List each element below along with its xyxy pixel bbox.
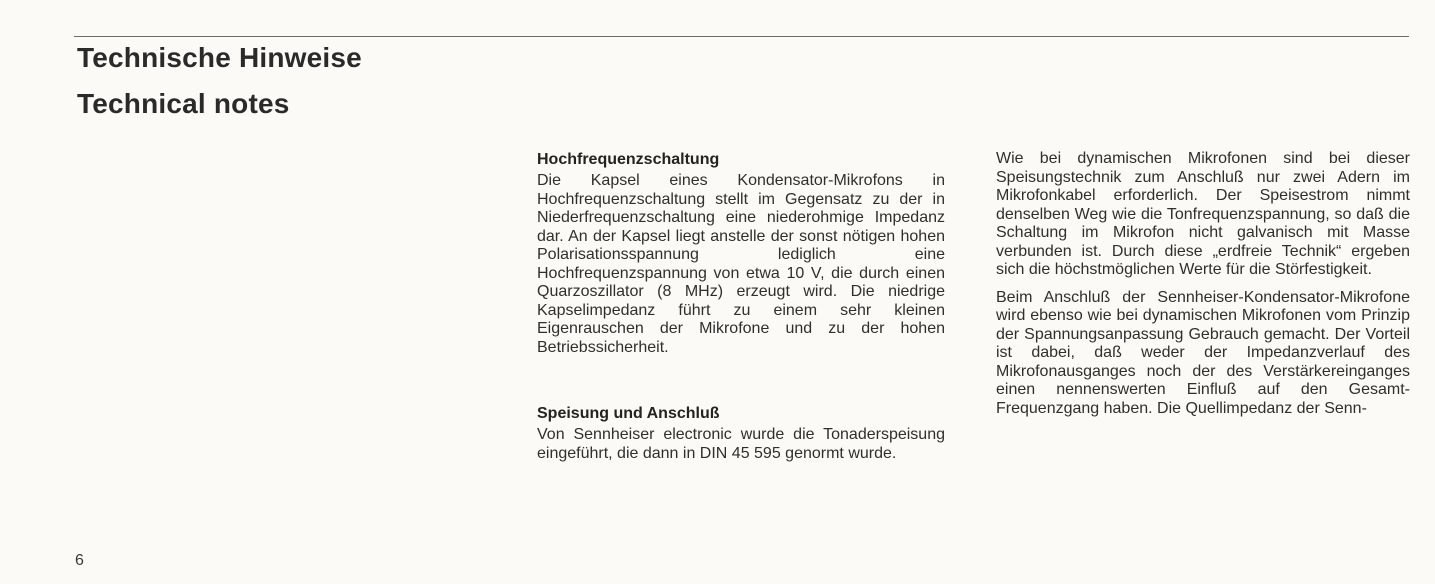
paragraph-hochfrequenzschaltung: Die Kapsel eines Kondensator-Mikrofons in Hochfrequenzschaltung stellt im Gegensatz zu der in Niederfrequenzschaltung eine niederohmige Impedanz dar. An der Kapsel liegt anstelle der sonst nötigen hohen Polarisationsspannung lediglich eine Hochfrequenzspannung von etwa 10 V, die durch einen Quarzoszillator (8 MHz) erzeugt wird. Die niedrige Kapselimpedanz führt zu einem sehr kleinen Eigenrauschen der Mikrofone und zu der hohen Betriebssicherheit. xyxy=(537,172,945,356)
paragraph-spacer xyxy=(996,280,1410,289)
section-spacer xyxy=(537,357,945,404)
section-heading-hochfrequenzschaltung: Hochfrequenzschaltung xyxy=(537,151,720,168)
paragraph-speisung: Von Sennheiser electronic wurde die Tonaderspeisung eingeführt, die dann in DIN 45 595 genormt wurde. xyxy=(537,426,945,462)
middle-column xyxy=(537,150,945,463)
page-title-english: Technical notes xyxy=(77,88,290,119)
page-title-german: Technische Hinweise xyxy=(77,42,362,73)
page-number: 6 xyxy=(75,552,84,569)
paragraph-speisungstechnik: Wie bei dynamischen Mikrofonen sind bei dieser Speisungstechnik zum Anschluß nur zwei Adern im Mikrofonkabel erforderlich. Der Speisestrom nimmt denselben Weg wie die Tonfrequenzspannung, so daß die Schaltung im Mikrofon nicht galvanisch mit Masse verbunden ist. Durch diese „erdfreie Technik“ ergeben sich die höchstmöglichen Werte für die Störfestigkeit. xyxy=(996,150,1410,278)
paragraph-anschluss: Beim Anschluß der Sennheiser-Kondensator-Mikrofone wird ebenso wie bei dynamischen Mikrofonen vom Prinzip der Spannungsanpassung Gebrauch gemacht. Der Vorteil ist dabei, daß weder der Impedanzverlauf des Mikrofonausganges noch der des Verstärkereinganges einen nennenswerten Einfluß auf den Gesamt-Frequenzgang haben. Die Quellimpedanz der Senn- xyxy=(996,288,1410,417)
section-heading-speisung: Speisung und Anschluß xyxy=(537,405,720,422)
top-rule xyxy=(74,36,1409,37)
right-column xyxy=(996,150,1410,418)
